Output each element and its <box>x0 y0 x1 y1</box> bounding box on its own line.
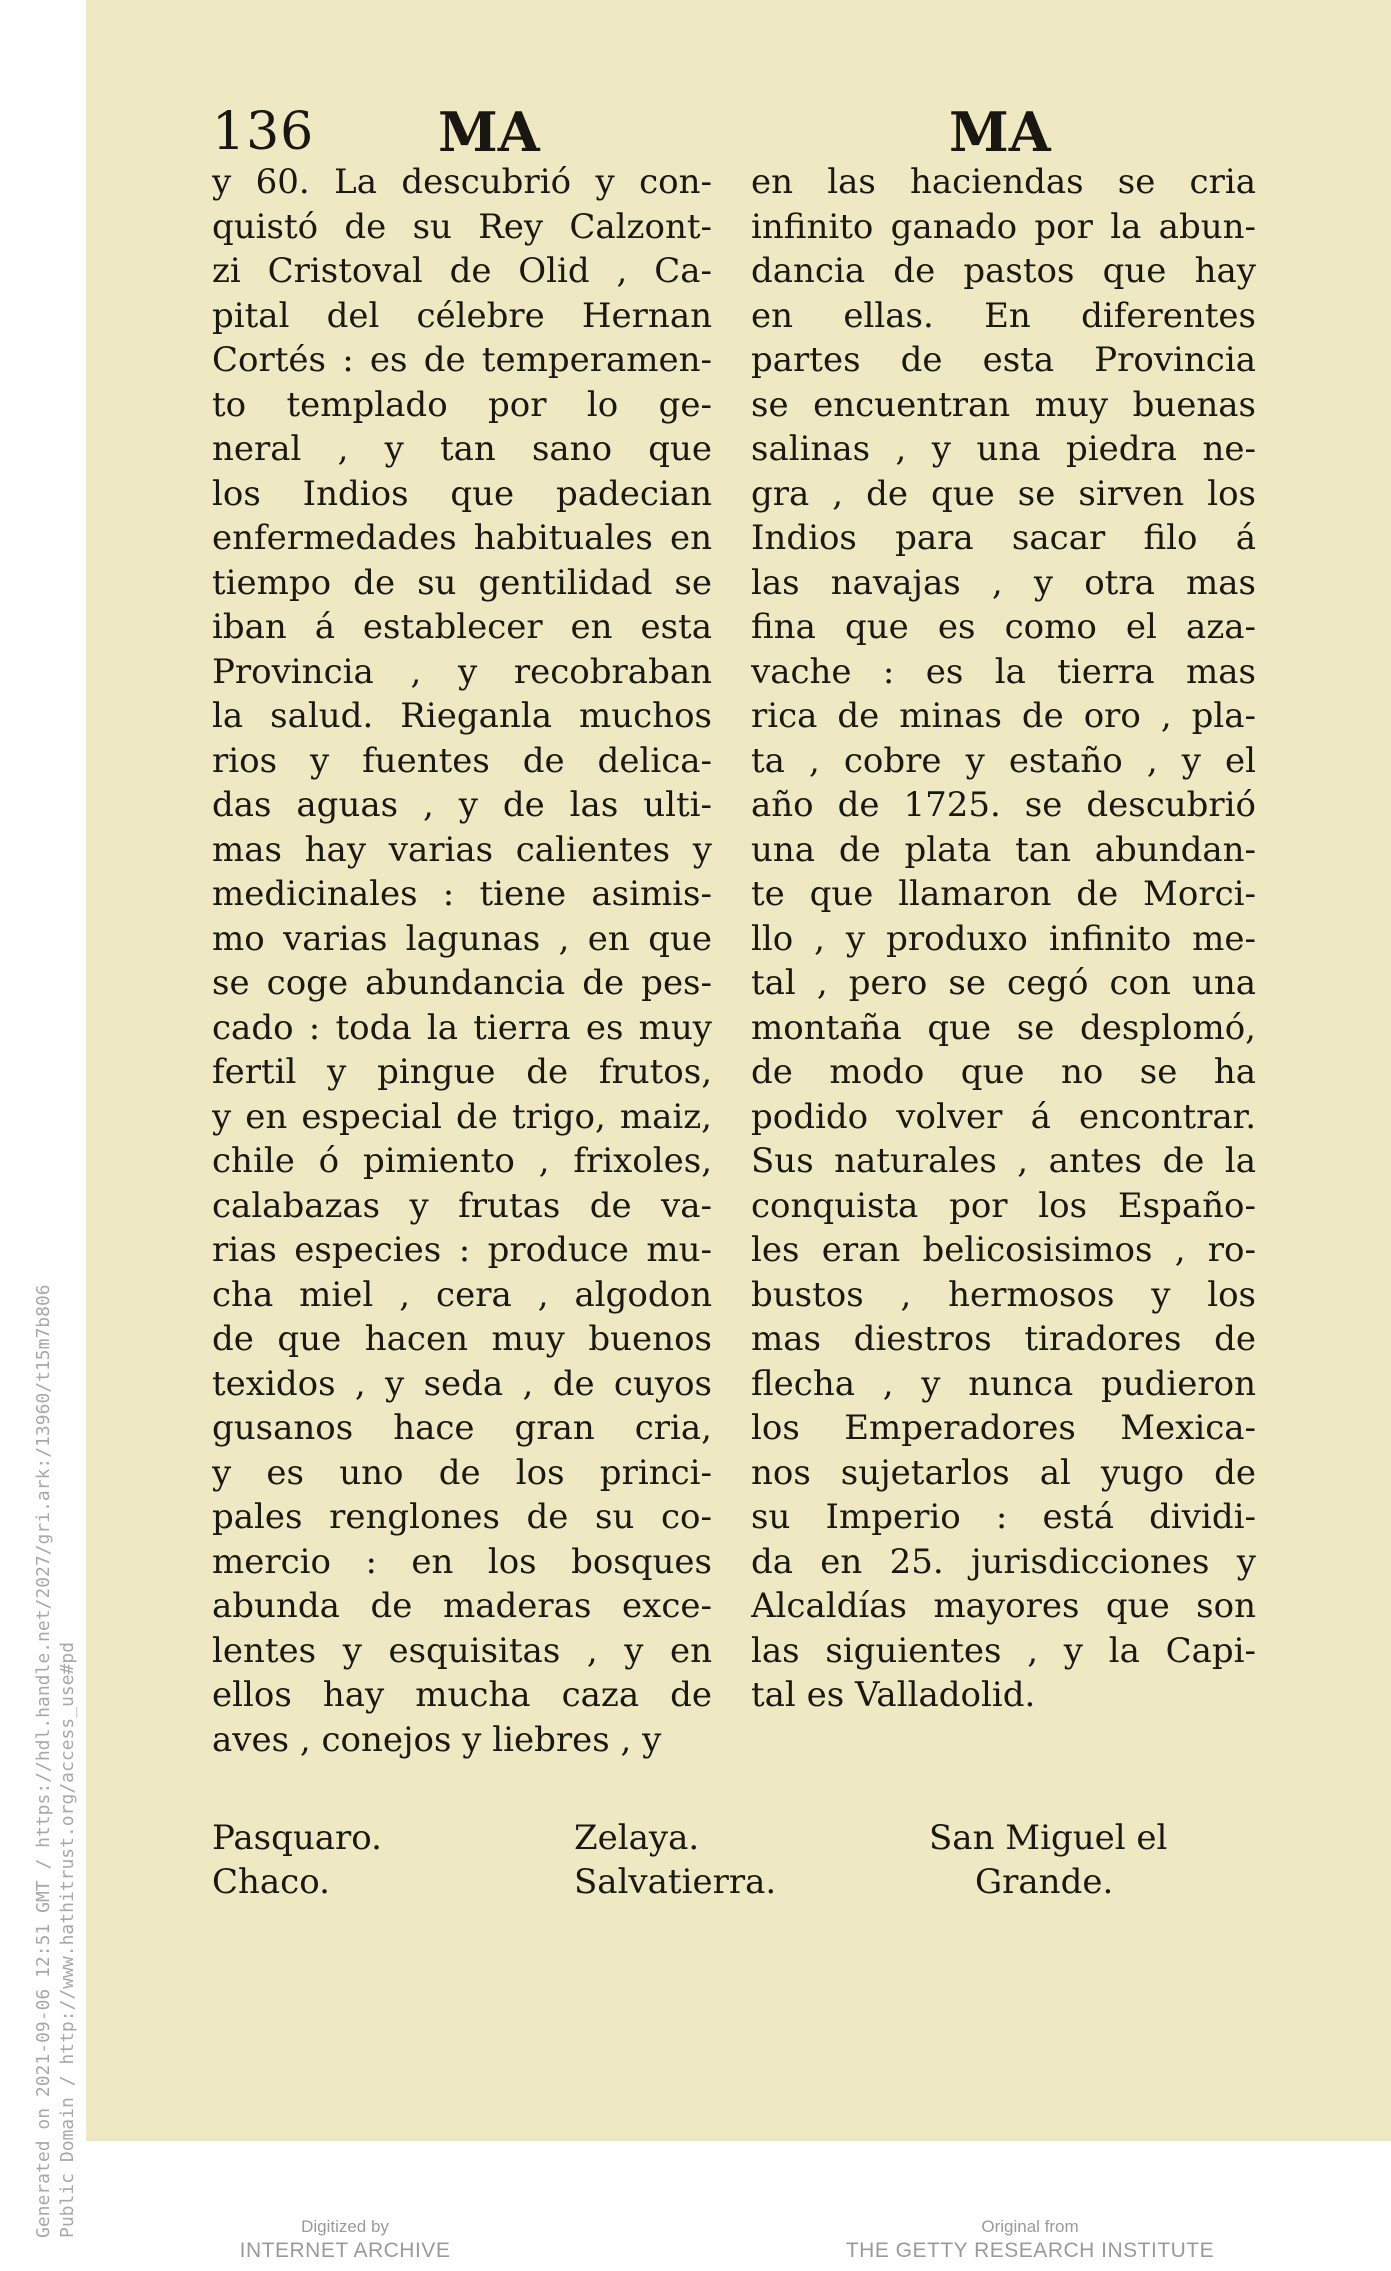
text-line: pales renglones de su co- <box>212 1497 712 1537</box>
text-line: la salud. Rieganla muchos <box>212 696 712 736</box>
text-line: flecha , y nunca pudieron <box>751 1363 1256 1404</box>
text-line: en las haciendas se cria <box>751 162 1256 202</box>
text-line: cha miel , cera , algodon <box>212 1274 712 1315</box>
text-line: gra , de que se sirven los <box>751 473 1256 514</box>
text-line: infinito ganado por la abun- <box>751 206 1256 247</box>
text-line: ta , cobre y estaño , y el <box>751 740 1256 781</box>
text-line: vache : es la tierra mas <box>751 651 1256 692</box>
generation-stamp <box>32 1284 80 2238</box>
text-line: tal es Valladolid. <box>751 1675 1036 1715</box>
text-line: chile ó pimiento , frixoles, <box>212 1141 712 1181</box>
text-line: en ellas. En diferentes <box>751 295 1256 336</box>
text-line: Sus naturales , antes de la <box>751 1141 1256 1181</box>
text-line: mercio : en los bosques <box>212 1541 712 1582</box>
text-line: Provincia , y recobraban <box>212 651 712 692</box>
text-line: mas diestros tiradores de <box>751 1319 1256 1359</box>
text-line: les eran belicosisimos , ro- <box>751 1230 1256 1270</box>
text-line: aves , conejos y liebres , y <box>212 1719 662 1760</box>
text-line: y 60. La descubrió y con- <box>212 162 712 202</box>
text-line: das aguas , y de las ulti- <box>212 785 712 825</box>
text-line: calabazas y frutas de va- <box>212 1185 712 1226</box>
book-page <box>86 0 1391 2141</box>
text-line: medicinales : tiene asimis- <box>212 874 712 914</box>
text-line: rios y fuentes de delica- <box>212 740 712 781</box>
place-name: Chaco. <box>212 1862 330 1902</box>
source-caption: Original from <box>981 2217 1079 2236</box>
text-line: los Indios que padecian <box>212 473 712 514</box>
text-line: fertil y pingue de frutos, <box>212 1052 712 1092</box>
text-line: mas hay varias calientes y <box>212 829 712 870</box>
place-name: Salvatierra. <box>574 1862 777 1902</box>
running-head-left: MA <box>438 100 540 164</box>
text-line: texidos , y seda , de cuyos <box>212 1363 712 1404</box>
running-head-right: MA <box>949 100 1051 164</box>
place-name: Pasquaro. <box>212 1818 382 1858</box>
text-line: los Emperadores Mexica- <box>751 1408 1256 1448</box>
text-line: da en 25. jurisdicciones y <box>751 1541 1256 1582</box>
text-line: cado : toda la tierra es muy <box>212 1007 712 1048</box>
text-line: y es uno de los princi- <box>212 1452 712 1493</box>
text-line: gusanos hace gran cria, <box>212 1408 712 1448</box>
text-line: Cortés : es de temperamen- <box>212 340 712 380</box>
text-line: conquista por los Españo- <box>751 1185 1256 1226</box>
text-line: abunda de maderas exce- <box>212 1586 712 1626</box>
text-line: fina que es como el aza- <box>751 607 1256 647</box>
text-line: se coge abundancia de pes- <box>212 963 712 1003</box>
text-line: tiempo de su gentilidad se <box>212 562 712 603</box>
text-column-left <box>212 160 712 1762</box>
text-line: nos sujetarlos al yugo de <box>751 1452 1256 1493</box>
text-line: te que llamaron de Morci- <box>751 874 1256 914</box>
digitizer-credit <box>225 2216 465 2264</box>
text-line: pital del célebre Hernan <box>212 295 712 336</box>
text-line: iban á establecer en esta <box>212 607 712 647</box>
page-number: 136 <box>212 102 315 162</box>
text-line: Alcaldías mayores que son <box>751 1586 1256 1626</box>
source-name: THE GETTY RESEARCH INSTITUTE <box>845 2239 1215 2262</box>
text-line: año de 1725. se descubrió <box>751 785 1256 825</box>
text-line: llo , y produxo infinito me- <box>751 918 1256 959</box>
text-line: tal , pero se cegó con una <box>751 963 1256 1003</box>
text-line: neral , y tan sano que <box>212 429 712 469</box>
digitizer-name: INTERNET ARCHIVE <box>239 2239 451 2262</box>
text-line: enfermedades habituales en <box>212 518 712 558</box>
place-name: San Miguel el <box>929 1818 1168 1858</box>
source-credit <box>840 2216 1220 2264</box>
text-line: rias especies : produce mu- <box>212 1230 712 1270</box>
text-line: dancia de pastos que hay <box>751 251 1256 291</box>
text-line: montaña que se desplomó, <box>751 1007 1256 1048</box>
text-line: partes de esta Provincia <box>751 340 1256 380</box>
text-line: zi Cristoval de Olid , Ca- <box>212 251 712 291</box>
text-line: se encuentran muy buenas <box>751 384 1256 425</box>
text-line: salinas , y una piedra ne- <box>751 429 1256 469</box>
text-line: de modo que no se ha <box>751 1052 1256 1092</box>
text-line: Indios para sacar filo á <box>751 518 1256 558</box>
place-name: Grande. <box>975 1862 1114 1902</box>
text-line: to templado por lo ge- <box>212 384 712 425</box>
rights-stamp-line: Public Domain / http://www.hathitrust.org/access_use#pd <box>57 1641 78 2238</box>
text-line: quistó de su Rey Calzont- <box>212 206 712 247</box>
text-line: ellos hay mucha caza de <box>212 1675 712 1715</box>
text-line: las navajas , y otra mas <box>751 562 1256 603</box>
text-line: de que hacen muy buenos <box>212 1319 712 1359</box>
text-line: bustos , hermosos y los <box>751 1274 1256 1315</box>
text-line: una de plata tan abundan- <box>751 829 1256 870</box>
text-line: rica de minas de oro , pla- <box>751 696 1256 736</box>
text-line: las siguientes , y la Capi- <box>751 1630 1256 1671</box>
text-line: mo varias lagunas , en que <box>212 918 712 959</box>
text-line: lentes y esquisitas , y en <box>212 1630 712 1671</box>
digitizer-caption: Digitized by <box>301 2217 389 2236</box>
text-column-right <box>751 160 1256 1718</box>
place-name: Zelaya. <box>574 1818 700 1858</box>
text-line: podido volver á encontrar. <box>751 1096 1256 1137</box>
generation-stamp-line: Generated on 2021-09-06 12:51 GMT / https://hdl.handle.net/2027/gri.ark:/13960/t15m7b806 <box>33 1284 54 2238</box>
text-line: y en especial de trigo, maiz, <box>212 1096 712 1137</box>
text-line: su Imperio : está dividi- <box>751 1497 1256 1537</box>
